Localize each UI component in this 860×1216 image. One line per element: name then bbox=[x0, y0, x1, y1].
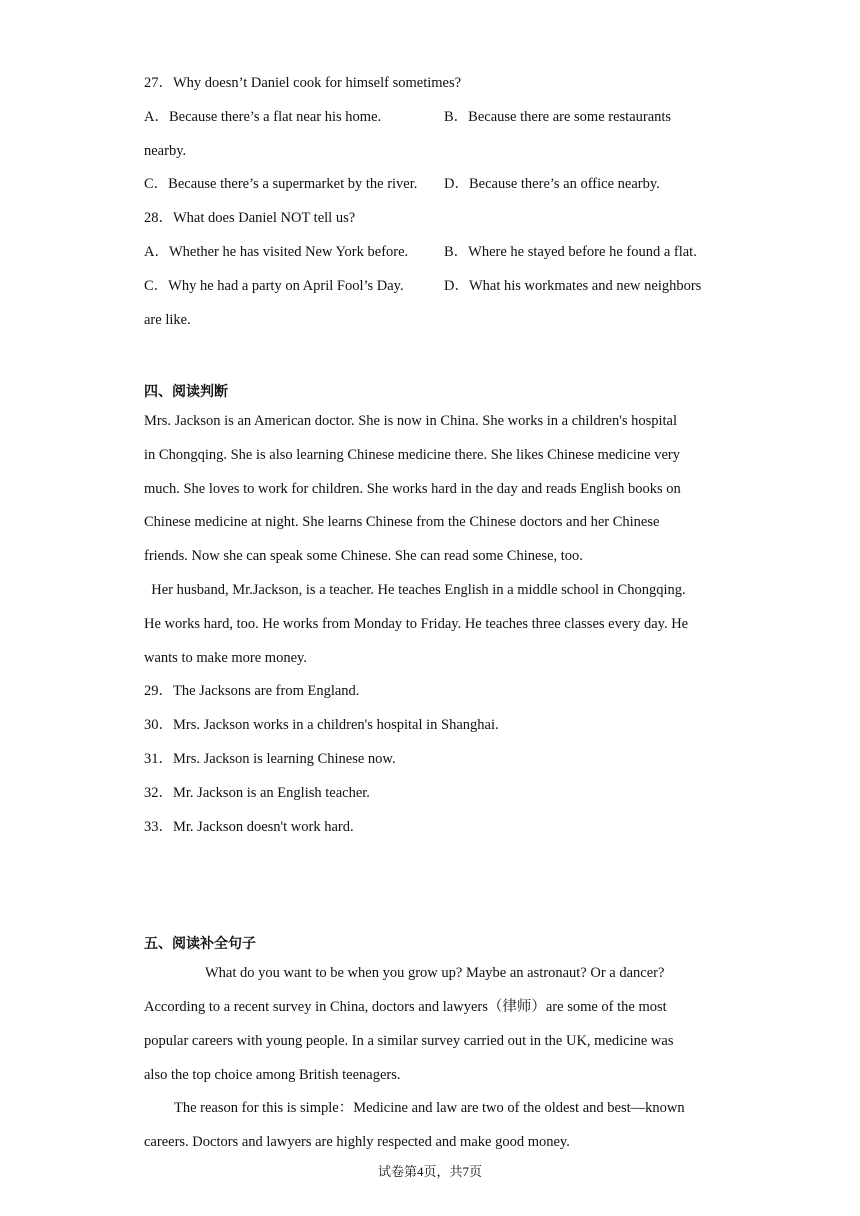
passage-line: According to a recent survey in China, doctors and lawyers（律师）are some of the most bbox=[144, 999, 667, 1015]
section-4-heading: 四、阅读判断 bbox=[144, 384, 228, 400]
q27-option-c: C．Because there’s a supermarket by the river. bbox=[144, 176, 418, 192]
passage-line: The reason for this is simple：Medicine and law are two of the oldest and best—known bbox=[174, 1100, 685, 1116]
passage-line: careers. Doctors and lawyers are highly respected and make good money. bbox=[144, 1134, 570, 1150]
q28-option-c: C．Why he had a party on April Fool’s Day. bbox=[144, 278, 404, 294]
q27-option-d: D．Because there’s an office nearby. bbox=[444, 176, 660, 192]
statement-32: 32．Mr. Jackson is an English teacher. bbox=[144, 785, 370, 801]
statement-31: 31．Mrs. Jackson is learning Chinese now. bbox=[144, 751, 396, 767]
statement-33: 33．Mr. Jackson doesn't work hard. bbox=[144, 819, 354, 835]
statement-30: 30．Mrs. Jackson works in a children's hospital in Shanghai. bbox=[144, 717, 499, 733]
passage-line: Chinese medicine at night. She learns Chinese from the Chinese doctors and her Chinese bbox=[144, 514, 660, 530]
passage-line: popular careers with young people. In a similar survey carried out in the UK, medicine was bbox=[144, 1033, 674, 1049]
passage-line: friends. Now she can speak some Chinese. She can read some Chinese, too. bbox=[144, 548, 583, 564]
passage-line: Her husband, Mr.Jackson, is a teacher. He teaches English in a middle school in Chongqing. bbox=[144, 582, 686, 598]
q28-option-b: B．Where he stayed before he found a flat. bbox=[444, 244, 697, 260]
q28-option-d-continued: are like. bbox=[144, 312, 191, 328]
passage-line: Mrs. Jackson is an American doctor. She is now in China. She works in a children's hospital bbox=[144, 413, 678, 429]
section-5-heading: 五、阅读补全句子 bbox=[144, 936, 256, 952]
q28-option-a: A．Whether he has visited New York before. bbox=[144, 244, 409, 260]
passage-line: also the top choice among British teenagers. bbox=[144, 1067, 401, 1083]
statement-29: 29．The Jacksons are from England. bbox=[144, 683, 360, 699]
passage-line: much. She loves to work for children. She works hard in the day and reads English books on bbox=[144, 481, 681, 497]
question-27: 27．Why doesn’t Daniel cook for himself sometimes? bbox=[144, 75, 462, 91]
q27-option-b: B．Because there are some restaurants bbox=[444, 109, 672, 125]
question-28: 28．What does Daniel NOT tell us? bbox=[144, 210, 356, 226]
q27-option-b-continued: nearby. bbox=[144, 143, 187, 159]
q28-option-d: D．What his workmates and new neighbors bbox=[444, 278, 702, 294]
passage-line: What do you want to be when you grow up? Maybe an astronaut? Or a dancer? bbox=[205, 965, 665, 981]
q27-option-a: A．Because there’s a flat near his home. bbox=[144, 109, 382, 125]
passage-line: wants to make more money. bbox=[144, 650, 307, 666]
passage-line: He works hard, too. He works from Monday to Friday. He teaches three classes every day. He bbox=[144, 616, 689, 632]
page-footer: 试卷第4页，共7页 bbox=[377, 1164, 482, 1179]
passage-line: in Chongqing. She is also learning Chinese medicine there. She likes Chinese medicine very bbox=[144, 447, 680, 463]
